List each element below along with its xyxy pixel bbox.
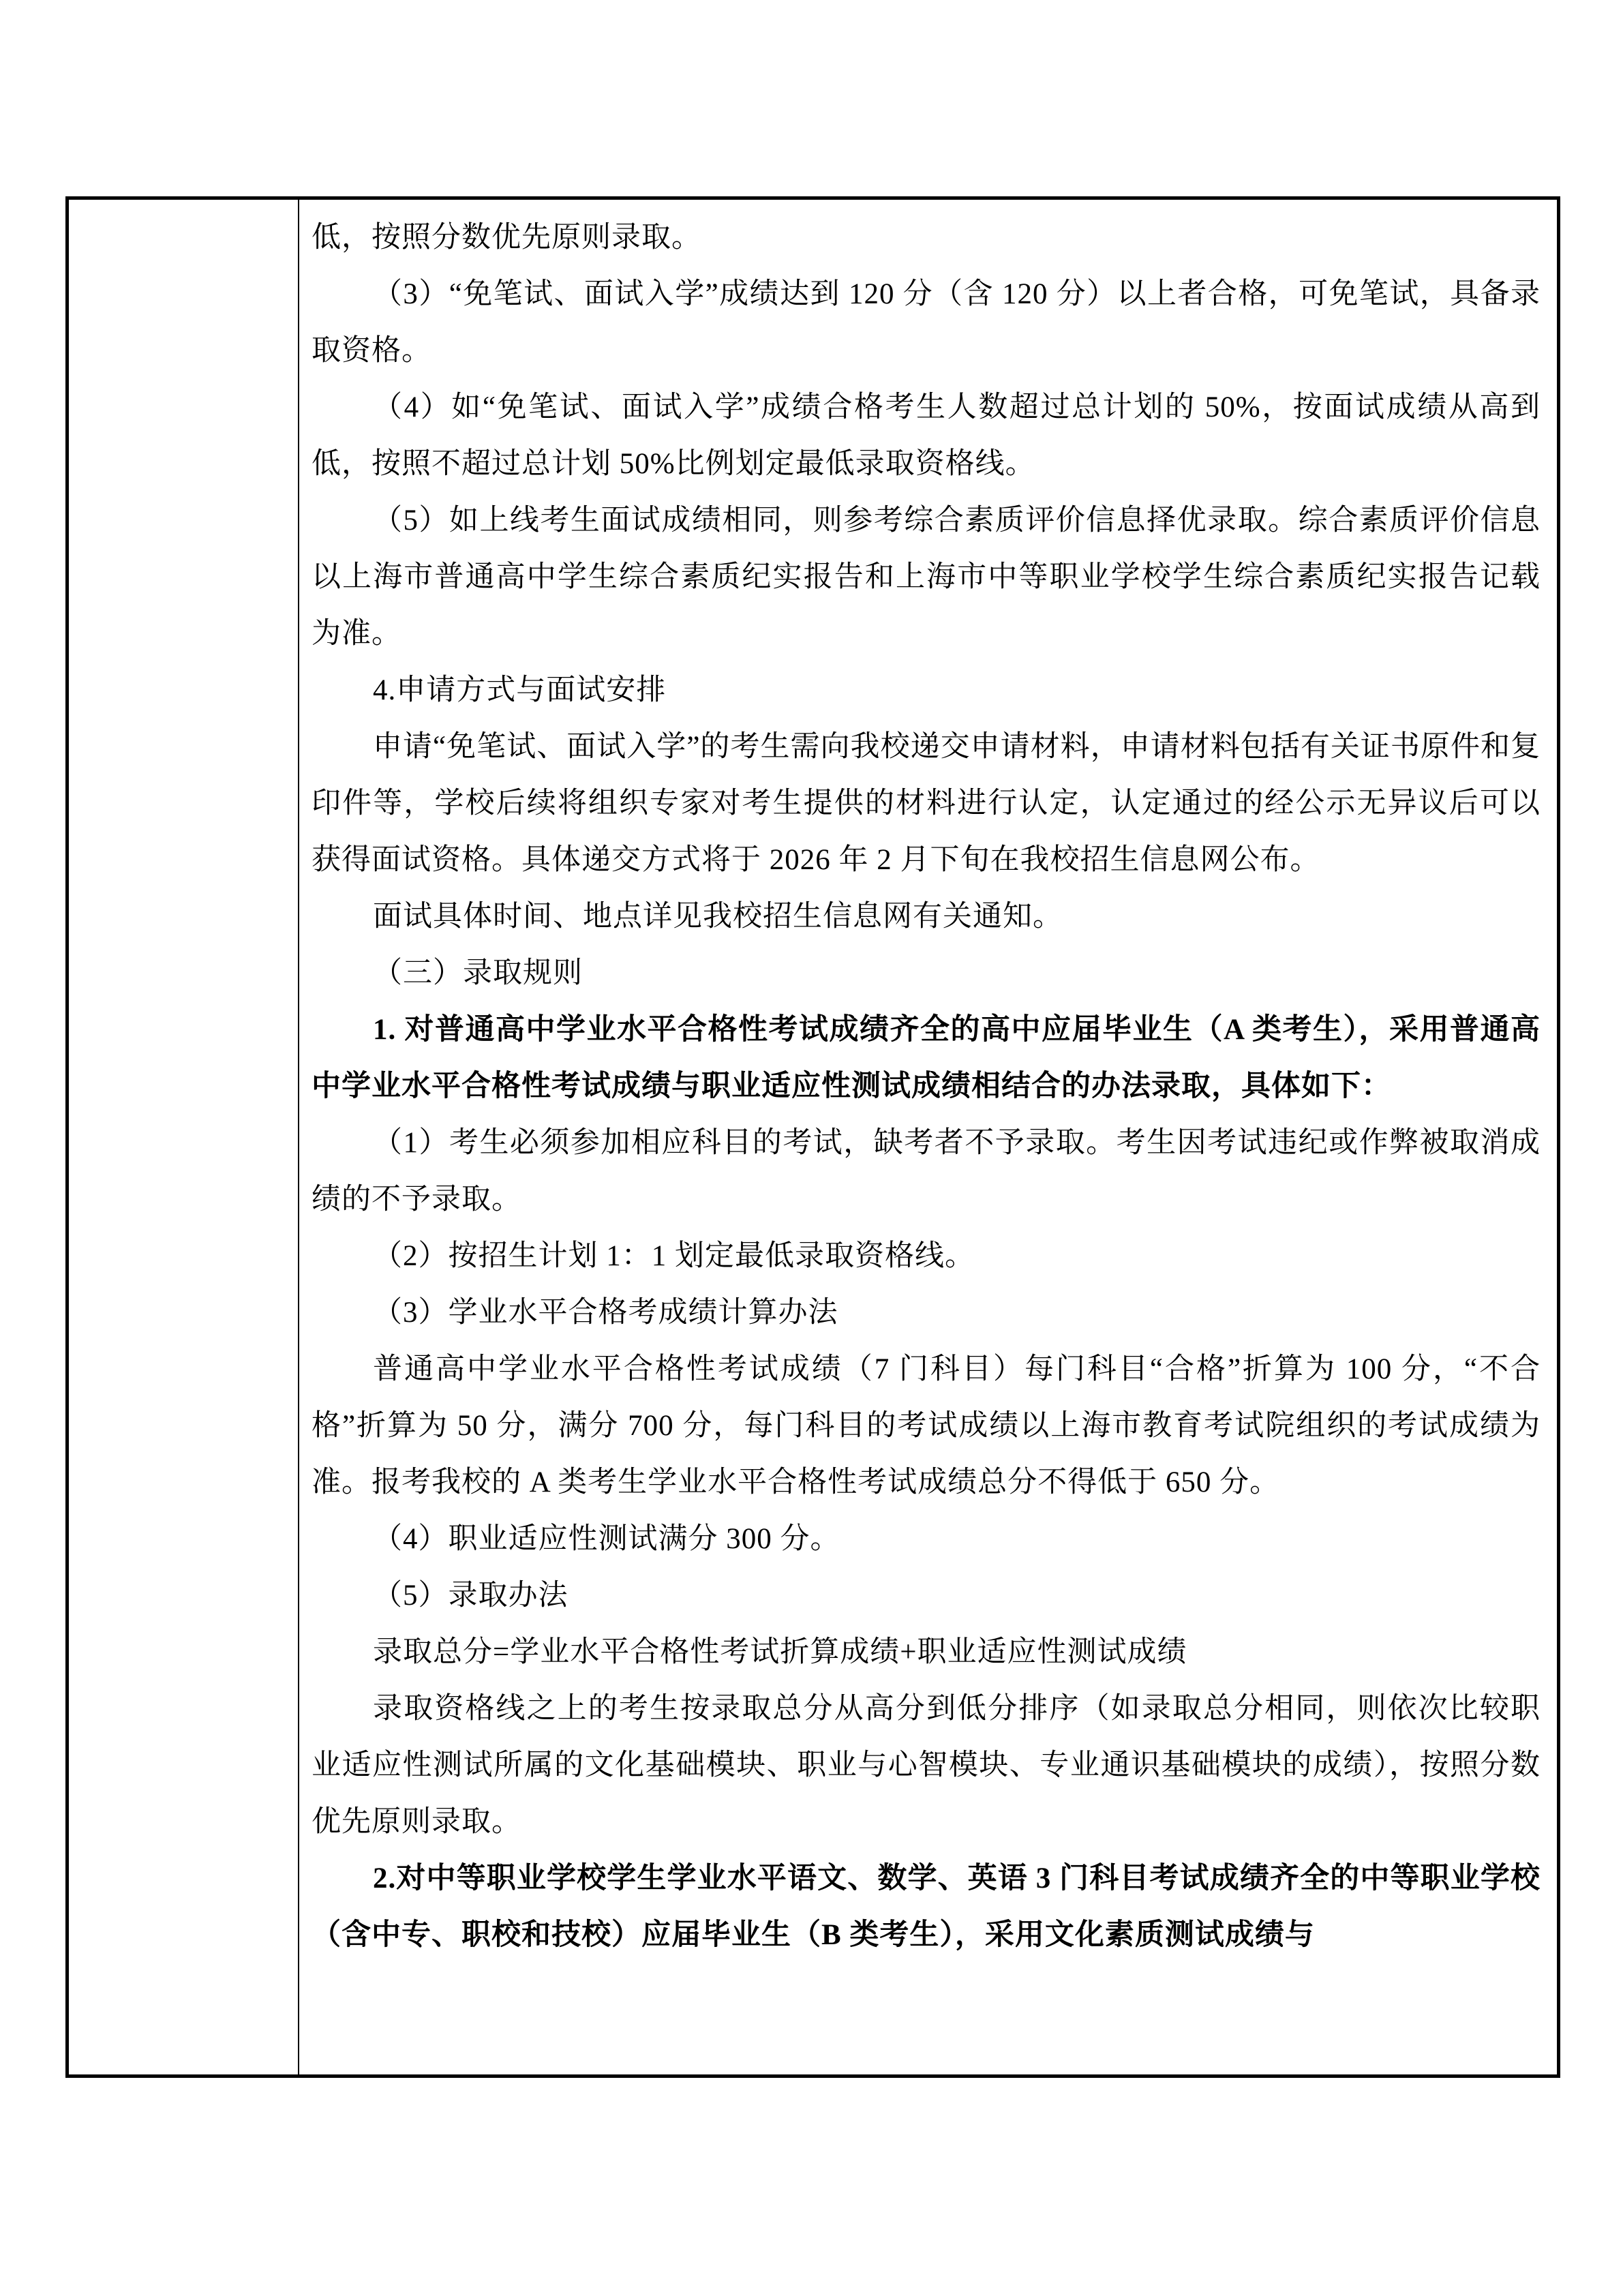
rules-text-cell	[299, 200, 1557, 2074]
empty-label-cell	[69, 200, 299, 2074]
paragraph: 4.申请方式与面试安排	[373, 674, 667, 706]
paragraph: （1）考生必须参加相应科目的考试，缺考者不予录取。考生因考试违纪或作弊被取消成绩的不予录取。	[312, 1127, 1541, 1215]
paragraph: 面试具体时间、地点详见我校招生信息网有关通知。	[373, 901, 1063, 933]
paragraph: 1. 对普通高中学业水平合格性考试成绩齐全的高中应届毕业生（A 类考生），采用普通高中学业水平合格性考试成绩与职业适应性测试成绩相结合的办法录取，具体如下：	[312, 1014, 1541, 1102]
paragraph: （5）录取办法	[373, 1580, 568, 1612]
paragraph: （5）如上线考生面试成绩相同，则参考综合素质评价信息择优录取。综合素质评价信息以上海市普通高中学生综合素质纪实报告和上海市中等职业学校学生综合素质纪实报告记载为准。	[312, 504, 1541, 650]
paragraph: 2.对中等职业学校学生学业水平语文、数学、英语 3 门科目考试成绩齐全的中等职业学校（含中专、职校和技校）应届毕业生（B 类考生），采用文化素质测试成绩与	[312, 1862, 1541, 1951]
paragraph: （4）职业适应性测试满分 300 分。	[373, 1523, 840, 1555]
paragraph: （三）录取规则	[373, 957, 583, 989]
paragraph: 低，按照分数优先原则录取。	[312, 222, 701, 254]
paragraph: 录取总分=学业水平合格性考试折算成绩+职业适应性测试成绩	[373, 1636, 1187, 1668]
paragraph: 普通高中学业水平合格性考试成绩（7 门科目）每门科目“合格”折算为 100 分，“不合格”折算为 50 分，满分 700 分，每门科目的考试成绩以上海市教育考试院组织的考试成绩为准。报考我校的 A 类考生学业水平合格性考试成绩总分不得低于 650 分。	[312, 1353, 1541, 1498]
paragraph: （3）“免笔试、面试入学”成绩达到 120 分（含 120 分）以上者合格，可免笔试，具备录取资格。	[312, 278, 1541, 367]
paragraph: 录取资格线之上的考生按录取总分从高分到低分排序（如录取总分相同，则依次比较职业适应性测试所属的文化基础模块、职业与心智模块、专业通识基础模块的成绩），按照分数优先原则录取。	[312, 1693, 1541, 1838]
paragraph: （4）如“免笔试、面试入学”成绩合格考生人数超过总计划的 50%，按面试成绩从高到低，按照不超过总计划 50%比例划定最低录取资格线。	[312, 391, 1541, 480]
paragraph: 申请“免笔试、面试入学”的考生需向我校递交申请材料，申请材料包括有关证书原件和复印件等，学校后续将组织专家对考生提供的材料进行认定，认定通过的经公示无异议后可以获得面试资格。具体递交方式将于 2026 年 2 月下旬在我校招生信息网公布。	[312, 731, 1541, 876]
paragraph: （2）按招生计划 1：1 划定最低录取资格线。	[373, 1240, 975, 1272]
paragraph: （3）学业水平合格考成绩计算办法	[373, 1297, 838, 1329]
admissions-rules-table	[65, 196, 1560, 2078]
